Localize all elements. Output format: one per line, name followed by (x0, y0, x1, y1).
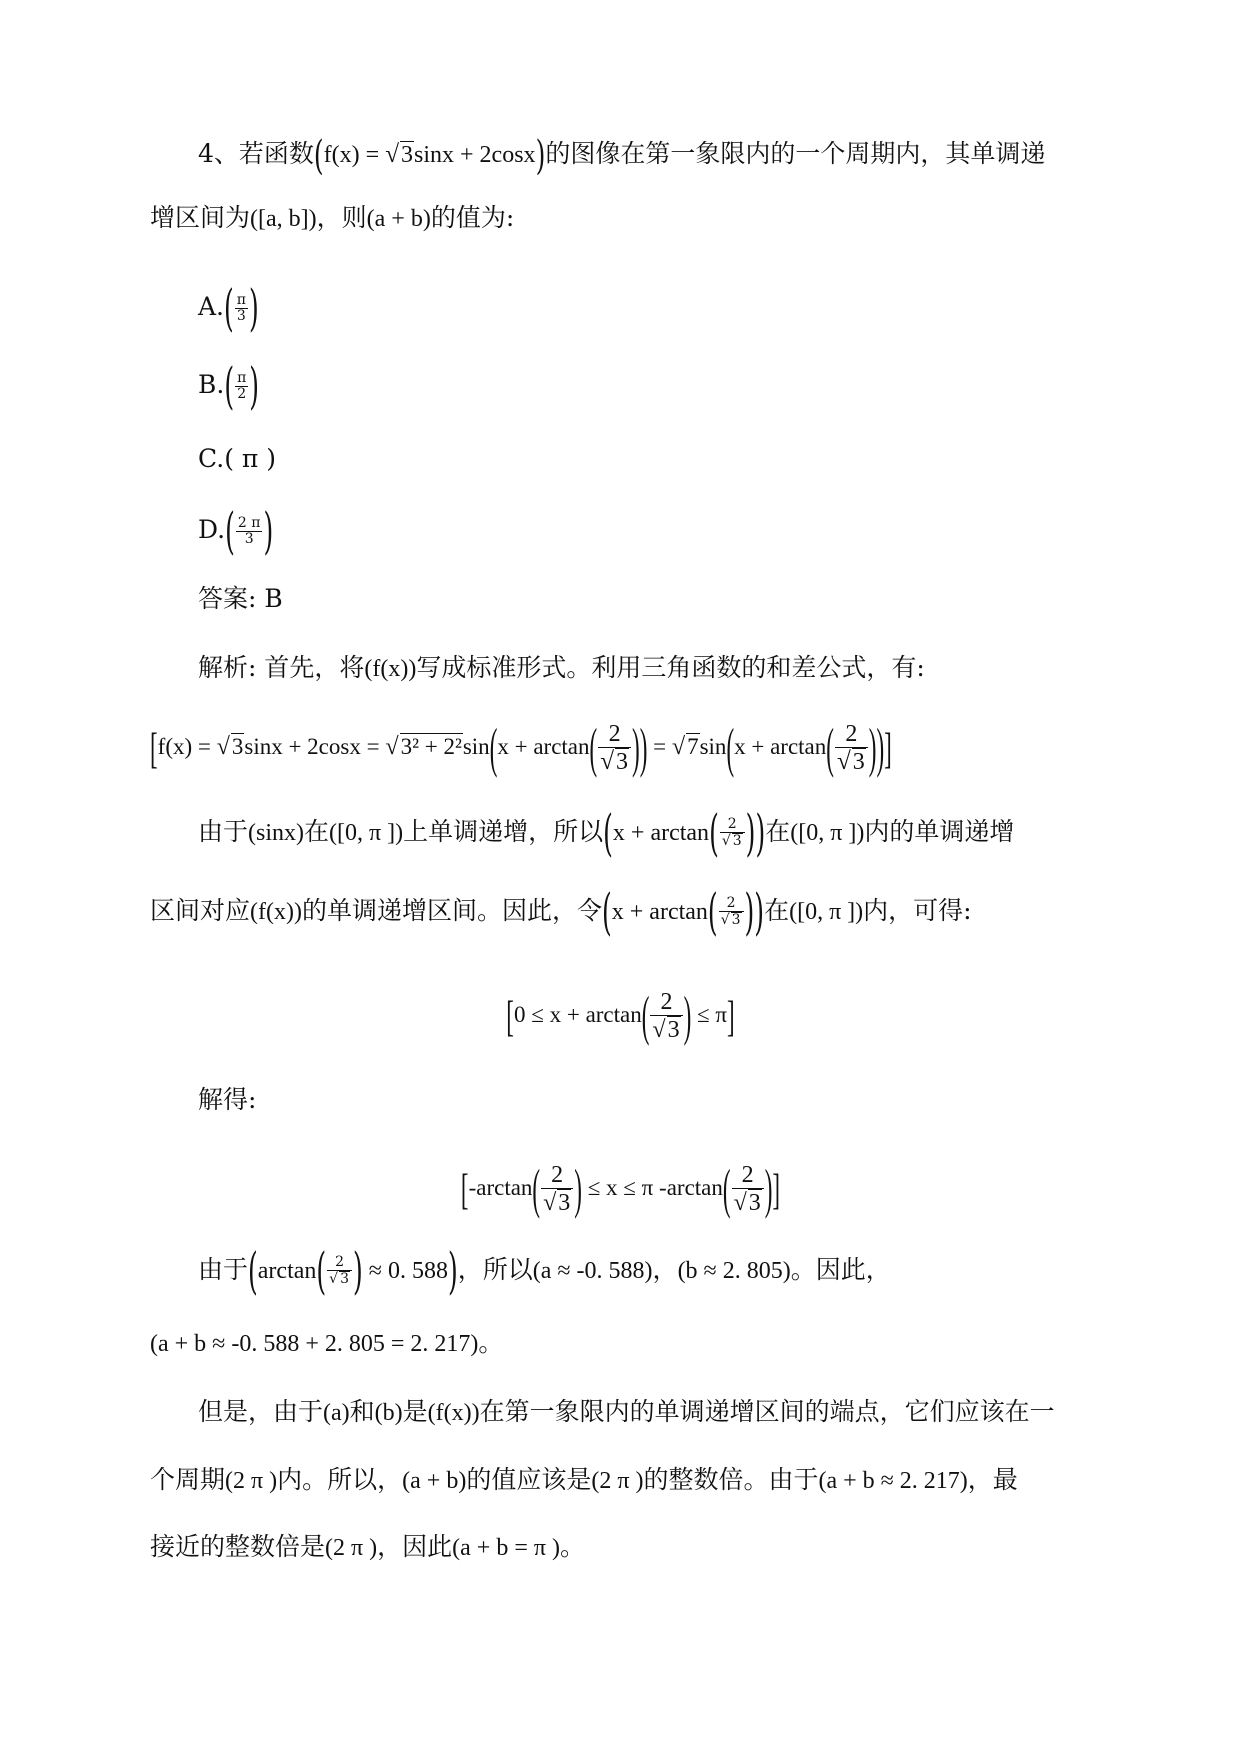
p4-c: 和 (349, 1397, 375, 1426)
frac-den (835, 748, 868, 775)
p2-c: 上单调递增，所以 (403, 817, 604, 846)
frac-num: 2 (541, 1163, 573, 1189)
paren-close: ) (683, 985, 692, 1046)
frac-den (598, 748, 631, 775)
frac-num: 2 (598, 722, 631, 748)
frac-num: 2 (719, 896, 744, 912)
p4-p: ，最 (967, 1465, 1018, 1494)
option-d (198, 501, 274, 560)
p4-i: (2 π ) (225, 1468, 278, 1494)
frac-den-sqrt: 3 (852, 749, 865, 776)
p4-b: (a) (323, 1400, 350, 1426)
p4-t: (a + b = π ) (452, 1535, 560, 1561)
paren-open: ( (224, 278, 234, 337)
frac-den: √ 3 (329, 1271, 350, 1288)
option-b-fraction (235, 371, 248, 401)
para4-line-3 (150, 1530, 585, 1565)
paren-close: ) (876, 717, 885, 778)
paren-open: ( (224, 356, 235, 415)
para3-line-1 (198, 1241, 891, 1300)
option-b-label: B. (198, 370, 225, 399)
eq1-fraction-1 (598, 722, 631, 776)
paren-open: ( (709, 803, 719, 862)
frac-num: 2 (835, 722, 868, 748)
paren-close: ) (868, 717, 877, 778)
inequality-1 (0, 985, 1241, 1046)
paren-close: ) (632, 717, 640, 778)
option-c-text: ( π ) (224, 444, 277, 473)
p3-fraction (327, 1255, 352, 1287)
frac-num: 2 (327, 1255, 352, 1271)
p4-n: 的整数倍。由于 (643, 1465, 819, 1494)
p4-d: (b) (374, 1400, 403, 1426)
q2-expr: (a + b) (366, 206, 431, 232)
p4-g: 在第一象限内的单调递增区间的端点，它们应该在一 (479, 1397, 1055, 1426)
option-c-label: C. (198, 444, 225, 473)
option-a-label: A. (198, 292, 225, 321)
p4-f: (f(x)) (427, 1400, 480, 1426)
p4-a: 但是，由于 (198, 1397, 324, 1426)
p2-g: 的单调递增区间。因此，令 (301, 896, 602, 925)
analysis-intro (198, 651, 925, 686)
intro-fx: (f(x)) (364, 656, 417, 682)
p2-fx: (f(x)) (250, 899, 302, 925)
paren-open: ( (602, 882, 612, 941)
p4-m: (2 π ) (591, 1468, 644, 1494)
intro-text-a: 解析: 首先，将 (198, 653, 365, 682)
paren-open: ( (248, 1241, 258, 1300)
paren-close: ) (764, 1158, 773, 1219)
frac-den-sqrt: 3 (558, 1190, 571, 1217)
eq1-arg-2: x + arctan (734, 734, 827, 760)
p2-i: 内，可得: (863, 896, 972, 925)
frac-den: √ 3 (721, 833, 742, 850)
p4-q: 接近的整数倍是 (150, 1532, 326, 1561)
question-line-1 (198, 131, 1046, 178)
p2-e: 内的单调递增 (864, 817, 1015, 846)
paren-close: ) (639, 717, 648, 778)
paren-open: ( (589, 717, 598, 778)
p4-u: 。 (559, 1532, 585, 1561)
frac-num: 2 (732, 1163, 764, 1189)
frac-den-sqrt: 3 (732, 833, 742, 850)
p4-s: ，因此 (377, 1532, 453, 1561)
bracket-close: ] (727, 992, 735, 1040)
sqrt-symbol: √ (600, 748, 615, 776)
ineq2-fraction-1 (541, 1163, 573, 1217)
eq1-lhs: f(x) = (157, 734, 217, 760)
bracket-open: [ (150, 724, 158, 772)
paren-close: ) (744, 882, 755, 941)
para2-line-2 (150, 882, 972, 941)
func-lhs: f(x) = (323, 142, 386, 168)
q2-text-a: 增区间为 (150, 203, 251, 232)
frac-den-sqrt: 3 (748, 1190, 761, 1217)
p2-d: 在 (765, 817, 791, 846)
eq1-part2: sinx + 2cosx = (244, 734, 386, 760)
paren-close: ) (745, 803, 756, 862)
para4-line-2 (150, 1463, 1018, 1498)
p3-a: 由于 (198, 1255, 249, 1284)
p3-approx: ≈ 0. 588 (362, 1258, 448, 1284)
ineq2-lhs: -arctan (468, 1175, 533, 1201)
eq1-sqrt7: 7 (687, 734, 699, 760)
p4-r: (2 π ) (325, 1535, 378, 1561)
answer: 答案: B (198, 584, 283, 613)
p4-k: (a + b) (402, 1468, 467, 1494)
sqrt-symbol: √ (385, 733, 399, 761)
paren-open: ( (603, 803, 613, 862)
frac-den: √3 (733, 1190, 761, 1217)
frac-den-sqrt: 3 (616, 749, 629, 776)
paren-open: ( (313, 131, 324, 178)
p2-expr-2: x + arctan (611, 899, 708, 925)
option-b-num: π (237, 370, 247, 387)
q2-text-c: 的值为: (430, 203, 515, 232)
question-function (324, 142, 536, 168)
paren-close: ) (535, 131, 546, 178)
sqrt-symbol: √ (385, 141, 400, 168)
option-a (198, 278, 259, 337)
sqrt-symbol: √ (216, 733, 230, 761)
bracket-close: ] (884, 724, 892, 772)
option-d-num: 2 π (237, 515, 261, 532)
para4-line-1 (198, 1395, 1055, 1430)
p2-h: 在 (764, 896, 790, 925)
ineq1-rhs: ≤ π (691, 1002, 728, 1028)
equation-1 (150, 717, 892, 778)
frac-den-sqrt: 3 (731, 912, 741, 929)
option-a-den: 3 (236, 308, 246, 324)
p4-e: 是 (402, 1397, 428, 1426)
eq1-fraction-2 (835, 722, 868, 776)
ineq1-lhs: 0 ≤ x + arctan (513, 1002, 642, 1028)
option-c (198, 442, 276, 476)
option-d-den: 3 (244, 531, 254, 547)
ineq2-mid: ≤ x ≤ π -arctan (581, 1175, 723, 1201)
frac-num: 2 (650, 990, 682, 1016)
p3-arctan: arctan (257, 1258, 317, 1284)
solve-label: 解得: (198, 1085, 257, 1114)
frac-num: 2 (720, 817, 745, 833)
option-d-fraction (236, 516, 263, 546)
question-line-2 (150, 201, 514, 236)
p3-b-value: (b ≈ 2. 805) (677, 1258, 791, 1284)
p2-expr: x + arctan (612, 820, 710, 846)
eq1-sin: sin (462, 734, 490, 760)
p2-fraction (720, 817, 745, 849)
ineq2-fraction-2 (732, 1163, 764, 1217)
eq1-sqrt3: 3 (231, 734, 244, 760)
question-prefix: 4、若函数 (198, 139, 314, 168)
paren-open: ( (726, 717, 735, 778)
paren-open: ( (707, 882, 718, 941)
sqrt-symbol: √ (836, 748, 851, 776)
option-a-fraction (235, 293, 248, 323)
paren-close: ) (447, 1241, 458, 1300)
paren-open: ( (225, 501, 235, 560)
inequality-2 (0, 1158, 1241, 1219)
intro-text-b: 写成标准形式。利用三角函数的和差公式，有: (416, 653, 925, 682)
p4-h: 个周期 (150, 1465, 226, 1494)
p2-f: 区间对应 (150, 896, 251, 925)
q2-interval: ([a, b]) (250, 206, 317, 232)
paren-open: ( (641, 985, 650, 1046)
p3-d: ，所以 (457, 1255, 533, 1284)
bracket-open: [ (506, 992, 514, 1040)
paren-close: ) (248, 278, 259, 337)
frac-den: √3 (652, 1017, 680, 1044)
option-b (198, 356, 260, 415)
option-b-den: 2 (237, 386, 247, 402)
paren-open: ( (316, 1241, 327, 1300)
p4-o: (a + b ≈ 2. 217) (818, 1468, 968, 1494)
p3-h: 。因此， (790, 1255, 891, 1284)
bracket-open: [ (460, 1165, 469, 1213)
option-a-num: π (236, 292, 246, 309)
func-rest: sinx + 2cosx (414, 142, 536, 168)
para2-line-1 (198, 803, 1015, 862)
paren-open: ( (532, 1158, 541, 1219)
p2-interval-3: ([0, π ]) (789, 899, 864, 925)
sqrt-arg: 3 (401, 142, 414, 168)
p3-end: 。 (478, 1328, 504, 1357)
frac-den: √ 3 (720, 912, 741, 929)
p4-j: 内。所以， (277, 1465, 403, 1494)
eq1-sqrt-sum: 3² + 2² (400, 734, 462, 760)
paren-close: ) (249, 356, 260, 415)
sqrt-symbol: √ (671, 733, 686, 761)
p2-a: 由于 (198, 817, 249, 846)
question-suffix: 的图像在第一象限内的一个周期内，其单调递 (545, 139, 1046, 168)
paren-open: ( (826, 717, 834, 778)
paren-open: ( (722, 1158, 731, 1219)
eq1-arg: x + arctan (497, 734, 590, 760)
para3-line-2 (150, 1326, 503, 1361)
frac-den: √3 (543, 1190, 571, 1217)
bracket-close: ] (772, 1165, 781, 1213)
q2-text-b: ，则 (316, 203, 367, 232)
p2-interval: ([0, π ]) (329, 820, 404, 846)
paren-close: ) (353, 1241, 363, 1300)
p2-fraction-2 (719, 896, 744, 928)
p2-sinx: (sinx) (248, 820, 305, 846)
paren-open: ( (489, 717, 498, 778)
option-d-label: D. (198, 515, 226, 544)
p3-sum: (a + b ≈ -0. 588 + 2. 805 = 2. 217) (150, 1331, 479, 1357)
frac-den-sqrt: 3 (667, 1017, 680, 1044)
p3-a-value: (a ≈ -0. 588) (532, 1258, 653, 1284)
p3-f: ， (652, 1255, 678, 1284)
paren-close: ) (755, 803, 766, 862)
paren-close: ) (263, 501, 274, 560)
eq1-equals: = (647, 734, 672, 760)
paren-close: ) (754, 882, 765, 941)
p2-interval-2: ([0, π ]) (790, 820, 865, 846)
ineq1-fraction (650, 990, 682, 1044)
p4-l: 的值应该是 (466, 1465, 592, 1494)
eq1-sin-2: sin (699, 734, 727, 760)
p2-b: 在 (304, 817, 330, 846)
paren-close: ) (574, 1158, 582, 1219)
frac-den-sqrt: 3 (340, 1271, 350, 1288)
